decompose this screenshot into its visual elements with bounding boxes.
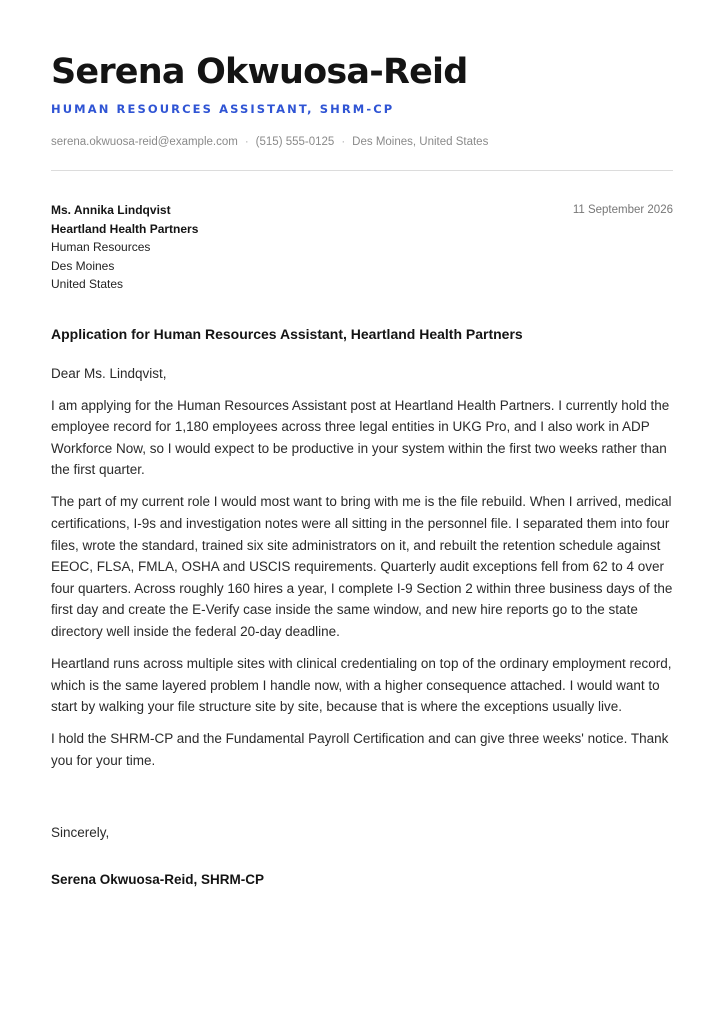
recipient-name: Ms. Annika Lindqvist [51, 203, 171, 217]
letter-subject: Application for Human Resources Assistant, Heartland Health Partners [51, 326, 523, 342]
body-paragraph: The part of my current role I would most want to bring with me is the file rebuild. When I arrived, medical certifications, I-9s and investigation notes were all sitting in the personnel file. I separated them into four files, wrote the standard, trained six site administrators on it, and rebuilt the retention schedule against EEOC, FLSA, FMLA, OSHA and USCIS requirements. Quarterly audit exceptions fell from 62 to 4 over four quarters. Across roughly 160 hires a year, I complete I-9 Section 2 within three business days of the first day and create the E-Verify case inside the same window, and new hire reports go to the state directory well inside the federal 20-day deadline. [51, 494, 673, 640]
signature: Serena Okwuosa-Reid, SHRM-CP [51, 872, 265, 887]
contact-separator: · [341, 136, 346, 148]
applicant-name: Serena Okwuosa-Reid [51, 52, 468, 92]
body-paragraph: I am applying for the Human Resources Assistant post at Heartland Health Partners. I currently hold the employee record for 1,180 employees across three legal entities in UKG Pro, and I also work in ADP Workforce Now, so I would expect to be productive in your system within the first two weeks rather than the first quarter. [51, 397, 670, 478]
contact-line [51, 134, 488, 150]
recipient-block [51, 201, 198, 294]
recipient-country: United States [51, 277, 124, 291]
contact-phone: (515) 555-0125 [255, 136, 335, 148]
body-paragraph: I hold the SHRM-CP and the Fundamental Payroll Certification and can give three weeks' notice. Thank you for your time. [51, 731, 669, 768]
salutation: Dear Ms. Lindqvist, [51, 366, 167, 381]
letter-date: 11 September 2026 [572, 204, 673, 216]
recipient-city: Des Moines [51, 258, 115, 273]
contact-location: Des Moines, United States [352, 136, 489, 148]
recipient-company: Heartland Health Partners [51, 221, 199, 236]
applicant-role: HUMAN RESOURCES ASSISTANT, SHRM-CP [51, 102, 395, 116]
closing: Sincerely, [51, 825, 110, 840]
letter-body [51, 363, 681, 782]
body-paragraph: Heartland runs across multiple sites with clinical credentialing on top of the ordinary employment record, which is the same layered problem I handle now, with a higher consequence attached. I would want to start by walking your file structure site by site, because that is where the exceptions usually live. [51, 656, 672, 715]
header-divider [51, 170, 673, 171]
recipient-department: Human Resources [51, 240, 151, 254]
contact-separator: · [244, 136, 249, 148]
contact-email: serena.okwuosa-reid@example.com [51, 136, 238, 148]
